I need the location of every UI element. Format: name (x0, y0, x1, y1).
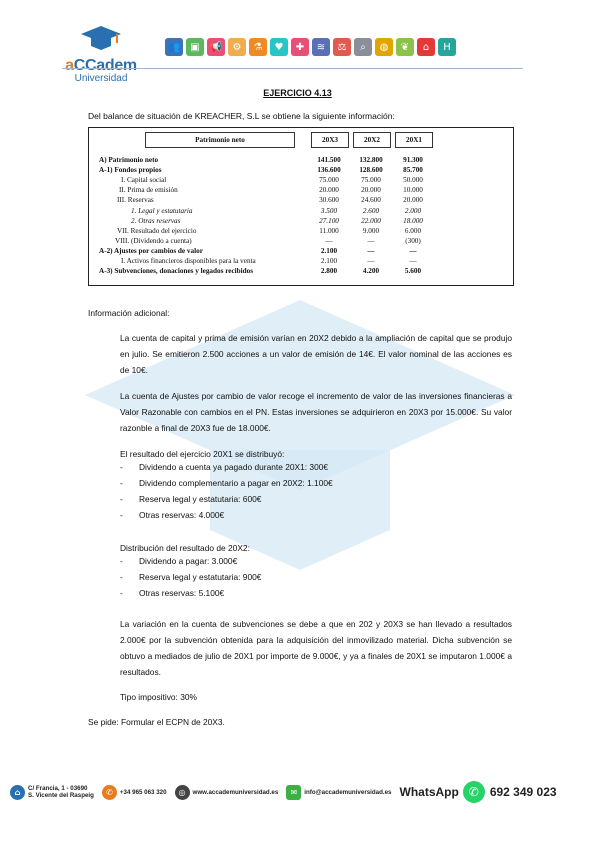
row-value: 9.000 (362, 226, 380, 235)
row-value: — (367, 246, 375, 255)
paragraph-tax-rate: Tipo impositivo: 30% (120, 692, 197, 702)
building-icon[interactable]: ⌂ (417, 38, 435, 56)
table-row (89, 257, 513, 267)
list-item: - Reserva legal y estatutaria: 900€ (120, 572, 262, 582)
row-value: 5.600 (404, 267, 422, 276)
row-value: 20.000 (403, 196, 423, 205)
list-item: - Otras reservas: 5.100€ (120, 588, 225, 598)
table-header-20x1: 20X1 (395, 132, 433, 148)
phone-icon: ✆ (102, 785, 117, 800)
list-item: - Dividendo a pagar: 3.000€ (120, 556, 238, 566)
row-label: 1. Legal y estatutaria (131, 206, 193, 215)
table-row (89, 247, 513, 257)
list-item: - Reserva legal y estatutaria: 600€ (120, 494, 262, 504)
table-header-label: Patrimonio neto (145, 132, 295, 148)
footer-email[interactable]: info@accademuniversidad.es (304, 788, 392, 796)
row-value: — (367, 236, 375, 245)
info-title: Información adicional: (88, 308, 170, 318)
row-value: 75.000 (319, 176, 339, 185)
search-icon[interactable]: ⌕ (354, 38, 372, 56)
row-value: 75.000 (361, 176, 381, 185)
nursing-icon[interactable]: ✚ (291, 38, 309, 56)
row-value: 11.000 (319, 226, 339, 235)
list-item: - Dividendo complementario a pagar en 20X2: 1.100€ (120, 478, 333, 488)
row-label: VIII. (Dividendo a cuenta) (115, 236, 192, 245)
row-label: A-3) Subvenciones, donaciones y legados recibidos (99, 267, 254, 276)
whatsapp-icon[interactable]: ✆ (463, 781, 485, 803)
footer-phone[interactable]: +34 965 063 320 (119, 788, 167, 796)
row-value: 18.000 (403, 216, 423, 225)
row-value: 4.200 (362, 267, 380, 276)
people-icon[interactable]: 👥 (165, 38, 183, 56)
megaphone-icon[interactable]: 📢 (207, 38, 225, 56)
list-item: - Otras reservas: 4.000€ (120, 510, 225, 520)
paragraph-capital: La cuenta de capital y prima de emisión varían en 20X2 debido a la ampliación de capital que se produjo en julio. Se emitieron 2.500 acciones a un valor de emisión de 14€. El valor nominal de las acciones es de 10€. (120, 333, 512, 375)
row-value: 136.600 (317, 166, 341, 175)
row-label: I. Activos financieros disponibles para la venta (121, 257, 256, 265)
row-value: 2.100 (320, 257, 338, 265)
scales-icon[interactable]: ⚖ (333, 38, 351, 56)
paragraph-result-20x2: Distribución del resultado de 20X2: (120, 543, 250, 553)
engineering-icon[interactable]: ⚙ (228, 38, 246, 56)
row-value: 2.100 (320, 246, 338, 255)
row-value: 30.600 (319, 196, 339, 205)
graduation-cap-icon (81, 24, 121, 50)
row-label: A-1) Fondos propios (99, 166, 162, 175)
row-value: 85.700 (403, 166, 423, 175)
row-value: 91.300 (403, 156, 423, 164)
intro-text: Del balance de situación de KREACHER, S.L se obtiene la siguiente información: (88, 111, 395, 121)
table-header-20x3: 20X3 (311, 132, 349, 148)
row-value: 132.800 (359, 156, 383, 164)
table-row (89, 237, 513, 247)
table-row (89, 267, 513, 277)
row-label: II. Prima de emisión (119, 186, 178, 195)
globe-icon[interactable]: ◍ (375, 38, 393, 56)
row-value: 20.000 (319, 186, 339, 195)
paragraph-subsidies: La variación en la cuenta de subvenciones se debe a que en 202 y 20X3 se han llevado a resultados 2.000€ por la subvención obtenida para la adquisición del inmovilizado material. Dicha subvención se obtuvo a mediados de julio de 20X1 por importe de 9.000€, y ya a finales de 20X1 se imputaron 1.000€ a resultados. (120, 619, 512, 677)
row-label: VII. Resultado del ejercicio (117, 226, 197, 235)
row-value: 2.600 (362, 206, 380, 215)
accadem-logo[interactable] (62, 24, 140, 84)
table-row (89, 166, 513, 176)
table-row (89, 207, 513, 217)
footer-address: C/ Francia, 1 - 03690 S. Vicente del Raspeig (28, 785, 94, 799)
row-label: I. Capital social (121, 176, 167, 185)
email-icon: ✉ (286, 785, 301, 800)
chemistry-icon[interactable]: ⚗ (249, 38, 267, 56)
row-value: 3.500 (320, 206, 338, 215)
row-value: 27.100 (319, 216, 339, 225)
row-label: III. Reservas (117, 196, 154, 205)
row-value: — (409, 246, 417, 255)
table-row (89, 186, 513, 196)
whatsapp-number[interactable]: 692 349 023 (489, 785, 557, 799)
brand-subtitle: Universidad (74, 73, 128, 84)
paragraph-result-20x1: El resultado del ejercicio 20X1 se distribuyó: (120, 449, 285, 459)
row-value: 10.000 (403, 186, 423, 195)
row-label: A-2) Ajustes por cambios de valor (99, 246, 203, 255)
presentation-icon[interactable]: ▣ (186, 38, 204, 56)
row-value: 20.000 (361, 186, 381, 195)
footer-web[interactable]: www.accademuniversidad.es (192, 788, 279, 796)
list-item: - Dividendo a cuenta ya pagado durante 20X1: 300€ (120, 462, 329, 472)
row-value: 2.800 (320, 267, 338, 276)
brand-name: aCCadem (65, 57, 137, 74)
footer (10, 777, 590, 807)
row-value: 141.500 (317, 156, 341, 164)
row-label: A) Patrimonio neto (99, 156, 159, 164)
row-value: 2.000 (404, 206, 422, 215)
heart-icon[interactable]: ♥ (270, 38, 288, 56)
row-value: 22.000 (361, 216, 381, 225)
row-value: 6.000 (404, 226, 422, 235)
table-row (89, 217, 513, 227)
equity-table (88, 127, 514, 286)
row-value: 128.600 (359, 166, 383, 175)
table-row (89, 227, 513, 237)
request-text: Se pide: Formular el ECPN de 20X3. (88, 717, 225, 727)
row-value: (300) (405, 236, 421, 245)
paragraph-adjustments: La cuenta de Ajustes por cambio de valor recoge el incremento de valor de las inversiones financieras a Valor Razonable con cambios en el PN. Estas inversiones se adquirieron en 20X3 por 15.000€. Su valor razonble a final de 20X3 fue de 18.000€. (120, 391, 512, 433)
row-value: — (325, 236, 333, 245)
exercise-title: EJERCICIO 4.13 (263, 88, 332, 98)
whatsapp-label: WhatsApp (399, 785, 459, 799)
row-value: — (409, 257, 417, 265)
home-icon: ⌂ (10, 785, 25, 800)
dna-icon[interactable]: ≋ (312, 38, 330, 56)
row-label: 2. Otras reservas (131, 216, 181, 225)
row-value: — (367, 257, 375, 265)
row-value: 24.600 (361, 196, 381, 205)
table-header-20x2: 20X2 (353, 132, 391, 148)
web-icon: ◎ (175, 785, 190, 800)
faculty-icon-bar (165, 38, 456, 56)
table-row (89, 156, 513, 166)
row-value: 50.000 (403, 176, 423, 185)
hospital-icon[interactable]: H (438, 38, 456, 56)
table-row (89, 176, 513, 186)
table-row (89, 196, 513, 206)
leaf-icon[interactable]: ❦ (396, 38, 414, 56)
header-divider (62, 68, 523, 69)
